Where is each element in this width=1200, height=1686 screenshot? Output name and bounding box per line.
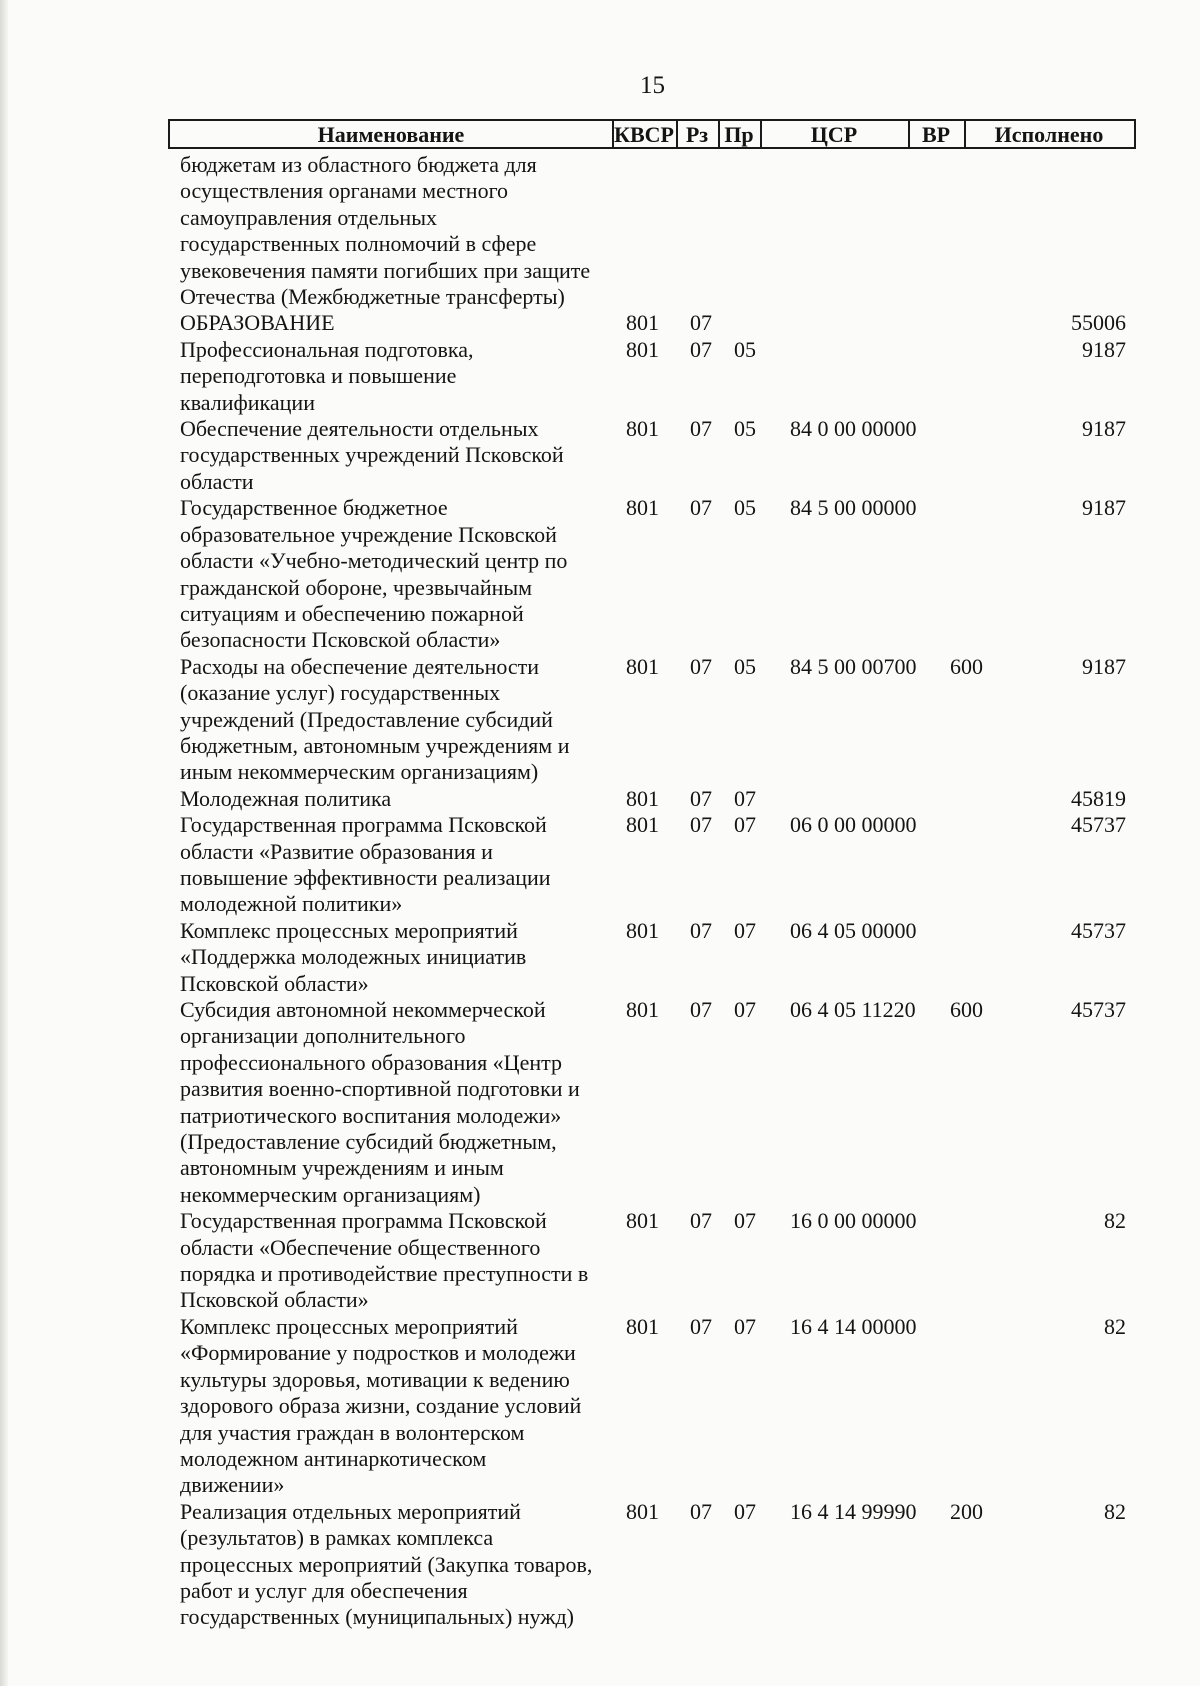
row-name-line: Комплекс процессных мероприятий (180, 917, 518, 943)
row-name-line: порядка и противодействие преступности в (180, 1261, 589, 1287)
table-row (0, 812, 1200, 918)
cell-pr: 05 (734, 653, 756, 679)
row-name-line: «Формирование у подростков и молодежи (180, 1340, 576, 1366)
table-row (0, 654, 1200, 786)
row-name (180, 1499, 610, 1631)
cell-pr: 07 (734, 997, 756, 1022)
row-name-line: (результатов) в рамках комплекса (180, 1525, 494, 1551)
row-name (180, 337, 610, 416)
cell-isp: 45819 (1071, 785, 1126, 811)
cell-pr: 05 (734, 495, 756, 521)
row-name-line: области (180, 468, 254, 494)
cell-isp: 9187 (1082, 336, 1126, 362)
row-name-line: здорового образа жизни, создание условий (180, 1393, 582, 1419)
table-row (0, 495, 1200, 653)
cell-vr: 600 (950, 997, 983, 1022)
row-name-line: гражданской обороне, чрезвычайным (180, 574, 533, 600)
row-name-line: молодежной политики» (180, 891, 403, 917)
table-row (0, 310, 1200, 336)
cell-pr: 07 (734, 785, 756, 811)
cell-kvsr: 801 (626, 310, 659, 336)
row-name-line: осуществления органами местного (180, 178, 509, 204)
row-name (180, 812, 610, 918)
row-name-line: области «Учебно-методический центр по (180, 548, 568, 574)
row-name (180, 310, 610, 336)
row-name-line: Профессиональная подготовка, (180, 336, 474, 362)
table-body (0, 152, 1200, 1631)
row-name-line: Обеспечение деятельности отдельных (180, 416, 539, 442)
header-name: Наименование (170, 121, 614, 147)
cell-rz: 07 (690, 336, 712, 362)
cell-rz: 07 (690, 812, 712, 838)
cell-rz: 07 (690, 1313, 712, 1339)
row-name-line: учреждений (Предоставление субсидий (180, 706, 553, 732)
cell-rz: 07 (690, 416, 712, 442)
row-name-line: организации дополнительного (180, 1023, 466, 1049)
cell-csr: 84 0 00 00000 (790, 416, 917, 442)
row-name (180, 786, 610, 812)
cell-kvsr: 801 (626, 336, 659, 362)
row-name-line: работ и услуг для обеспечения (180, 1577, 468, 1603)
cell-pr: 05 (734, 416, 756, 442)
row-name (180, 1208, 610, 1314)
row-name-line: иным некоммерческим организациям) (180, 759, 539, 785)
cell-rz: 07 (690, 495, 712, 521)
row-name-line: (Предоставление субсидий бюджетным, (180, 1129, 557, 1155)
row-name-line: патриотического воспитания молодежи» (180, 1102, 562, 1128)
cell-csr: 16 4 14 00000 (790, 1313, 917, 1339)
row-name (180, 1314, 610, 1499)
cell-isp: 82 (1104, 1313, 1126, 1339)
cell-rz: 07 (690, 917, 712, 943)
cell-rz: 07 (690, 1498, 712, 1524)
row-name-line: для участия граждан в волонтерском (180, 1419, 525, 1445)
table-row (0, 1208, 1200, 1314)
table-row (0, 997, 1200, 1208)
table-row (0, 786, 1200, 812)
table-row (0, 152, 1200, 310)
row-name-line: безопасности Псковской области» (180, 627, 501, 653)
cell-isp: 45737 (1071, 997, 1126, 1022)
table-row (0, 337, 1200, 416)
cell-pr: 07 (734, 1498, 756, 1524)
cell-kvsr: 801 (626, 495, 659, 521)
cell-rz: 07 (690, 310, 712, 336)
cell-pr: 07 (734, 1313, 756, 1339)
cell-kvsr: 801 (626, 1313, 659, 1339)
row-name-line: государственных полномочий в сфере (180, 231, 537, 257)
cell-kvsr: 801 (626, 653, 659, 679)
row-name-line: квалификации (180, 389, 315, 415)
row-name-line: повышение эффективности реализации (180, 864, 551, 890)
cell-vr: 600 (950, 653, 983, 679)
cell-kvsr: 801 (626, 416, 659, 442)
row-name-line: области «Обеспечение общественного (180, 1234, 541, 1260)
header-vr: ВР (908, 121, 966, 147)
row-name-line: увековечения памяти погибших при защите (180, 257, 591, 283)
cell-csr: 16 4 14 99990 (790, 1498, 917, 1524)
header-isp: Исполнено (994, 122, 1104, 147)
cell-rz: 07 (690, 1208, 712, 1234)
cell-kvsr: 801 (626, 785, 659, 811)
row-name (180, 416, 610, 495)
cell-pr: 07 (734, 1208, 756, 1234)
row-name-line: Отечества (Межбюджетные трансферты) (180, 284, 565, 310)
row-name-line: «Поддержка молодежных инициатив (180, 944, 527, 970)
row-name-line: развития военно-спортивной подготовки и (180, 1076, 580, 1102)
cell-rz: 07 (690, 997, 712, 1022)
cell-csr: 84 5 00 00700 (790, 653, 917, 679)
header-csr: ЦСР (760, 121, 910, 147)
row-name-line: ситуациям и обеспечению пожарной (180, 600, 524, 626)
table-header (168, 119, 1136, 149)
row-name-line: движении» (180, 1472, 285, 1498)
cell-rz: 07 (690, 785, 712, 811)
row-name (180, 495, 610, 653)
row-name-line: государственных учреждений Псковской (180, 442, 564, 468)
cell-isp: 9187 (1082, 416, 1126, 442)
cell-kvsr: 801 (626, 997, 659, 1022)
cell-isp: 55006 (1071, 310, 1126, 336)
cell-rz: 07 (690, 653, 712, 679)
row-name-line: переподготовка и повышение (180, 363, 457, 389)
cell-csr: 16 0 00 00000 (790, 1208, 917, 1234)
cell-csr: 84 5 00 00000 (790, 495, 917, 521)
row-name (180, 654, 610, 786)
row-name-line: государственных (муниципальных) нужд) (180, 1604, 574, 1630)
header-pr: Пр (718, 121, 762, 147)
row-name-line: молодежном антинаркотическом (180, 1445, 487, 1471)
row-name-line: образовательное учреждение Псковской (180, 521, 557, 547)
cell-isp: 9187 (1082, 653, 1126, 679)
row-name-line: культуры здоровья, мотивации к ведению (180, 1366, 570, 1392)
cell-isp: 45737 (1071, 917, 1126, 943)
header-rz: Рз (676, 121, 720, 147)
row-name (180, 152, 610, 310)
row-name-line: самоуправления отдельных (180, 204, 437, 230)
header-kvsr: КВСР (612, 121, 678, 147)
row-name-line: Расходы на обеспечение деятельности (180, 653, 540, 679)
row-name-line: Псковской области» (180, 1287, 369, 1313)
row-name-line: Государственная программа Псковской (180, 1208, 547, 1234)
row-name-line: некоммерческим организациям) (180, 1181, 481, 1207)
cell-csr: 06 4 05 11220 (790, 997, 916, 1022)
row-name-line: области «Развитие образования и (180, 838, 493, 864)
row-name-line: ОБРАЗОВАНИЕ (180, 310, 335, 336)
cell-csr: 06 4 05 00000 (790, 917, 917, 943)
cell-isp: 82 (1104, 1498, 1126, 1524)
cell-kvsr: 801 (626, 1208, 659, 1234)
cell-pr: 07 (734, 812, 756, 838)
row-name-line: Государственное бюджетное (180, 495, 448, 521)
row-name (180, 918, 610, 997)
cell-pr: 05 (734, 336, 756, 362)
row-name-line: Псковской области» (180, 970, 369, 996)
cell-vr: 200 (950, 1498, 983, 1524)
cell-kvsr: 801 (626, 1498, 659, 1524)
table-row (0, 1499, 1200, 1631)
page-number: 15 (640, 72, 665, 99)
row-name-line: бюджетам из областного бюджета для (180, 152, 537, 177)
row-name (180, 997, 610, 1208)
cell-isp: 45737 (1071, 812, 1126, 838)
row-name-line: профессионального образования «Центр (180, 1049, 562, 1075)
row-name-line: Комплекс процессных мероприятий (180, 1313, 518, 1339)
cell-kvsr: 801 (626, 917, 659, 943)
cell-csr: 06 0 00 00000 (790, 812, 917, 838)
cell-pr: 07 (734, 917, 756, 943)
row-name-line: Субсидия автономной некоммерческой (180, 997, 546, 1022)
table-row (0, 918, 1200, 997)
table-row (0, 416, 1200, 495)
row-name-line: (оказание услуг) государственных (180, 680, 501, 706)
row-name-line: Государственная программа Псковской (180, 812, 547, 838)
row-name-line: автономным учреждениям и иным (180, 1155, 504, 1181)
row-name-line: бюджетным, автономным учреждениям и (180, 732, 570, 758)
row-name-line: Реализация отдельных мероприятий (180, 1498, 521, 1524)
table-row (0, 1314, 1200, 1499)
cell-kvsr: 801 (626, 812, 659, 838)
row-name-line: Молодежная политика (180, 785, 392, 811)
cell-isp: 82 (1104, 1208, 1126, 1234)
cell-isp: 9187 (1082, 495, 1126, 521)
row-name-line: процессных мероприятий (Закупка товаров, (180, 1551, 593, 1577)
